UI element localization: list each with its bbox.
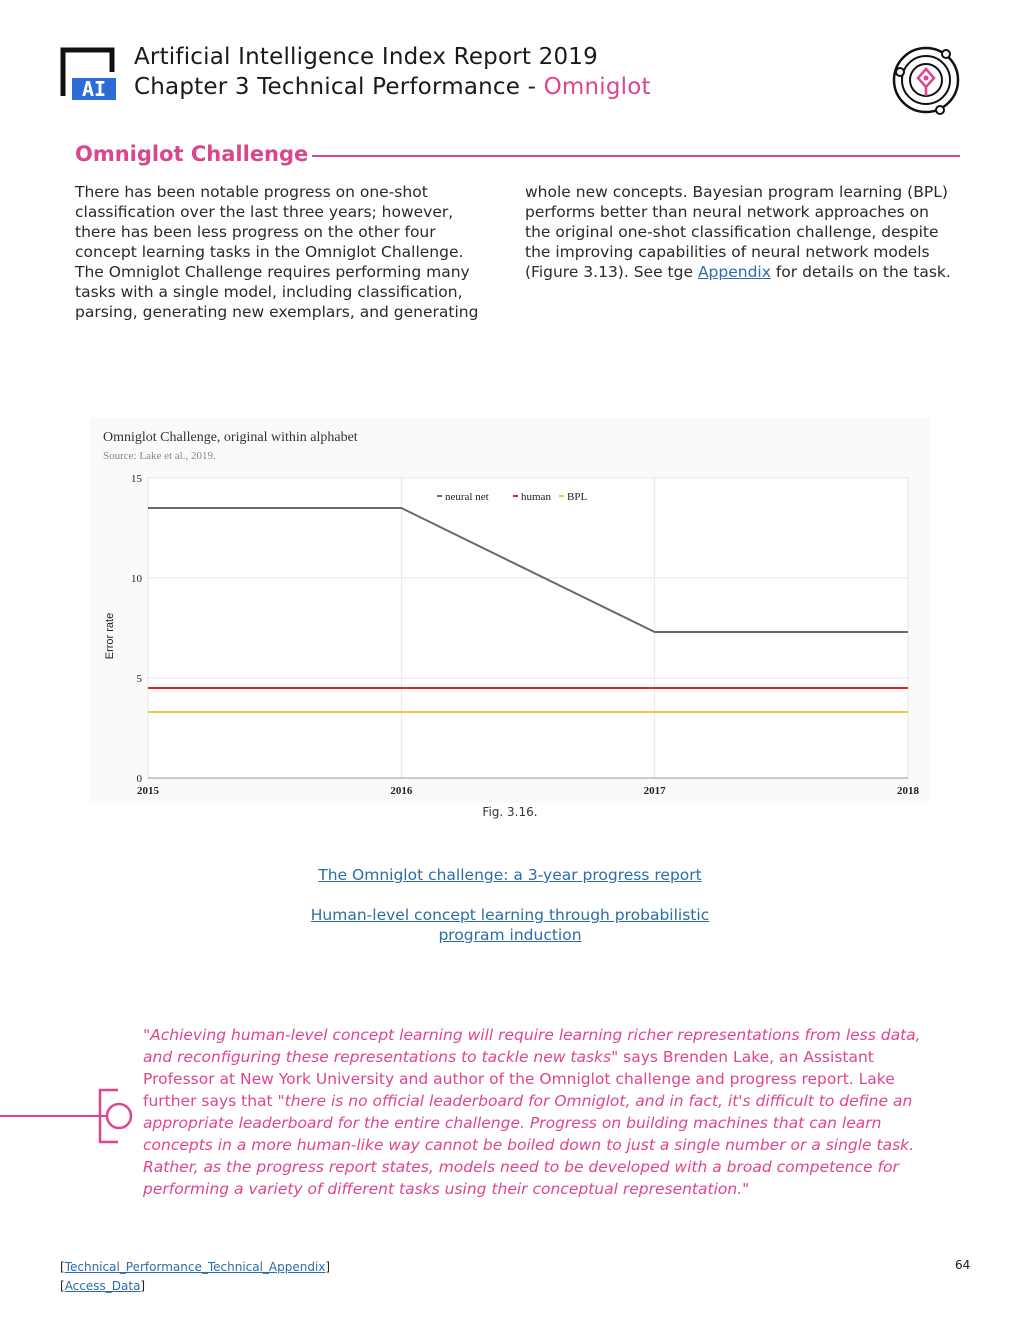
body-text-left: There has been notable progress on one-shot classification over the last three years; however, there has been less progress on the other four concept learning tasks in the Omniglot Challenge. The Omniglot Challenge requires performing many tasks with a single model, including classification, parsing, generating new exemplars, and generating [75,183,479,321]
x-tick-label: 2018 [897,785,919,797]
reference-link-2-wrap [0,905,1020,945]
chapter-prefix: Chapter 3 Technical Performance - [134,74,544,100]
chart-title: Omniglot Challenge, original within alphabet [103,430,358,445]
appendix-link[interactable]: Appendix [697,263,771,281]
y-tick-label: 5 [136,673,142,685]
footer-links [60,1258,330,1296]
legend-label: BPL [567,491,588,503]
access-data-link[interactable]: Access_Data [64,1279,141,1293]
footer-link-row-1: [Technical_Performance_Technical_Appendix] [60,1260,331,1274]
technical-appendix-link[interactable]: Technical_Performance_Technical_Appendix [64,1260,326,1274]
quote-part1: "Achieving human-level concept learning will require learning richer representations from less data, and reconfiguring these representations to tackle new tasks" [143,1026,921,1066]
lake-quote [143,1024,943,1200]
y-tick-label: 15 [131,473,142,485]
concept-learning-link-line2: program induction [438,926,582,944]
ai-index-logo [60,46,120,102]
progress-report-link[interactable]: The Omniglot challenge: a 3-year progress report [318,866,702,884]
x-tick-label: 2017 [643,785,666,797]
quote-part3: "there is no official leaderboard for Omniglot, and in fact, it's difficult to define an appropriate leaderboard for the entire challenge. Progress on building machines that can learn concepts in a more human-like way cannot be boiled down to just a single number or a single task. Rather, as the progress report states, models need to be developed with a broad competence for performing a variety of different tasks using their conceptual representation." [143,1092,915,1198]
concept-learning-link-line1: Human-level concept learning through probabilistic [310,906,710,924]
y-axis-label: Error rate [104,612,116,660]
x-tick-label: 2015 [137,785,159,797]
legend-label: neural net [445,491,489,503]
figure-caption: Fig. 3.16. [482,805,538,819]
chart-subtitle: Source: Lake et al., 2019. [103,450,216,462]
x-tick-label: 2016 [390,785,413,797]
y-tick-label: 0 [136,773,142,785]
chapter-title [134,74,651,100]
footer-link-row-2: [Access_Data] [60,1279,146,1293]
y-tick-label: 10 [131,573,142,585]
report-title: Artificial Intelligence Index Report 2019 [134,44,598,70]
section-title: Omniglot Challenge [75,142,309,166]
chapter-topic: Omniglot [543,74,651,100]
omniglot-chart [90,418,930,803]
body-right-part1: whole new concepts. Bayesian program learning (BPL) performs better than neural network approaches on the original one-shot classification challenge, despite the improving capabilities of neural network models (Figure 3.13). See tge [525,183,948,281]
concept-learning-link[interactable] [311,906,709,944]
quote-part2: says Brenden Lake, an Assistant Professor at New York University and author of the Omniglot challenge and progress report. Lake further says that [143,1048,895,1110]
logo-text: AI [81,77,107,101]
orbit-emblem-icon [888,42,964,118]
plot-area [148,478,908,778]
chart-svg [90,418,930,803]
legend-label: human [521,491,551,503]
quote-marker-icon [0,1086,140,1146]
section-rule [312,155,960,157]
chart-grid [148,478,908,778]
page-number: 64 [955,1258,971,1272]
reference-link-1-wrap [0,865,1020,885]
body-text-right [525,182,955,282]
body-right-part2: for details on the task. [770,263,951,281]
